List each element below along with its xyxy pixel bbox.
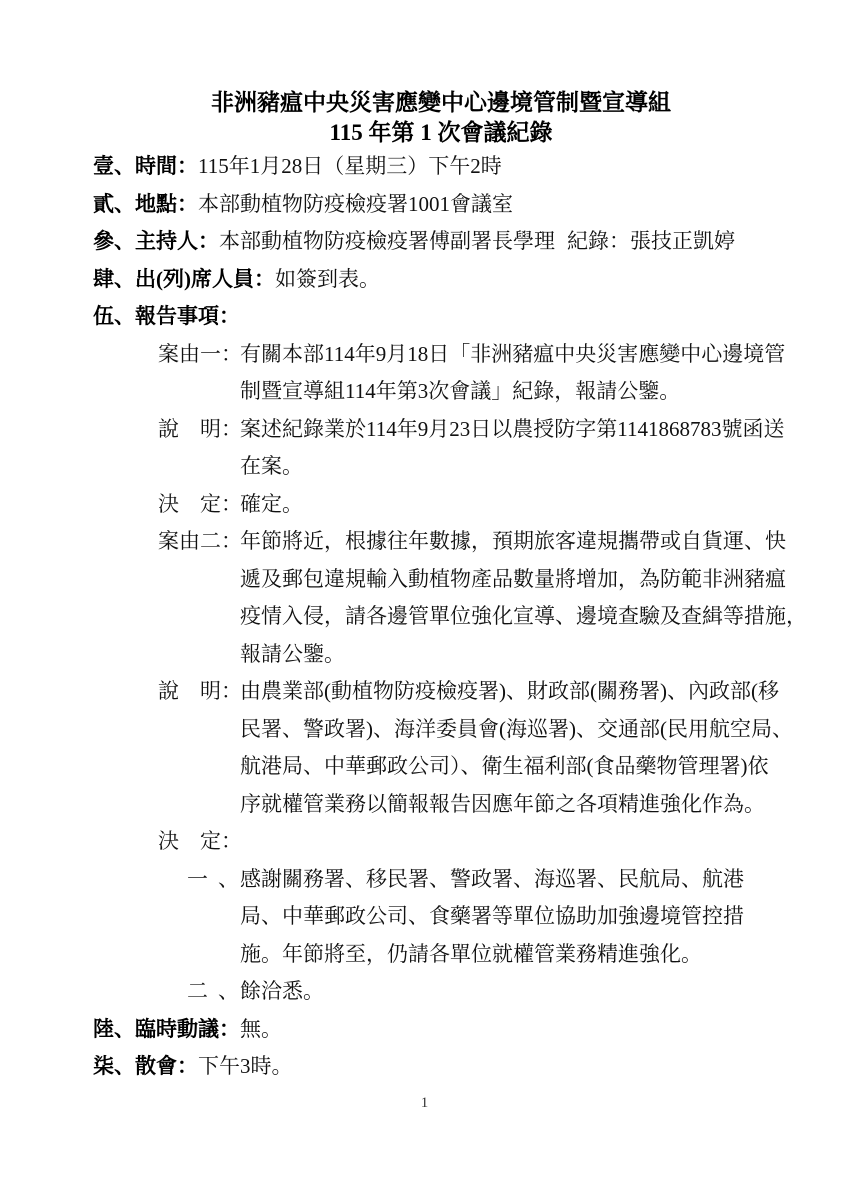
case2-line: 報請公鑒。 (240, 641, 345, 666)
decision1-line: 確定。 (240, 491, 303, 516)
subitem2-line: 餘洽悉。 (240, 979, 324, 1003)
meta-label-location: 貳、地點： (93, 191, 198, 216)
meta-line-attendees (93, 261, 789, 299)
explanation2-label: 說 明： (158, 679, 242, 703)
meta-line-chairperson (93, 223, 789, 261)
decision2-line (240, 823, 789, 861)
explanation2-line: 序就權管業務以簡報報告因應年節之各項精進強化作為。 (240, 791, 765, 816)
doc-title-line1: 非洲豬瘟中央災害應變中心邊境管制暨宣導組 (211, 90, 671, 115)
subitem1-number: 一、 (187, 866, 249, 891)
meta-line-location (93, 186, 789, 224)
meta-label-time: 壹、時間： (93, 154, 198, 178)
closing-text-motions: 無。 (240, 1016, 282, 1041)
closing-line-adjournment (93, 1048, 789, 1086)
subitem2-number: 二、 (187, 979, 249, 1003)
case2-label: 案由二： (158, 529, 242, 553)
doc-title-line2: 115 年第 1 次會議紀錄 (329, 120, 553, 145)
meta-line-report-items (93, 298, 789, 336)
subitem1-line: 局、中華郵政公司、食藥署等單位協助加強邊境管控措 (240, 904, 744, 928)
meta-text-time: 115年1月28日（星期三）下午2時 (198, 154, 502, 178)
case1-line: 有關本部114年9月18日「非洲豬瘟中央災害應變中心邊境管 (240, 341, 786, 366)
case2-line: 年節將近，根據往年數據，預期旅客違規攜帶或自貨運、快 (240, 529, 786, 553)
decision2-subitem-1 (187, 861, 789, 974)
meta-label-report-items: 伍、報告事項： (93, 304, 240, 328)
meta-label-chairperson: 參、主持人： (93, 229, 219, 253)
report-item-decision1 (158, 486, 789, 524)
closing-text-adjournment: 下午3時。 (198, 1054, 293, 1078)
decision2-subitem-2 (187, 973, 789, 1011)
closing-label-adjournment: 柒、散會： (93, 1054, 198, 1078)
report-item-case2 (158, 523, 807, 673)
report-item-explanation2 (158, 673, 793, 823)
decision2-label: 決 定： (158, 829, 242, 853)
page-number: 1 (420, 1095, 429, 1111)
explanation1-label: 說 明： (158, 416, 242, 441)
meta-text-attendees: 如簽到表。 (275, 266, 380, 291)
subitem1-line: 感謝關務署、移民署、警政署、海巡署、民航局、航港 (240, 866, 744, 891)
report-item-decision2 (158, 823, 789, 861)
explanation1-line: 案述紀錄業於114年9月23日以農授防字第1141868783號函送 (240, 416, 785, 441)
explanation1-line: 在案。 (240, 454, 303, 478)
closing-label-motions: 陸、臨時動議： (93, 1016, 240, 1041)
meta-label-attendees: 肆、出(列)席人員： (93, 266, 275, 291)
case2-line: 遞及郵包違規輸入動植物產品數量將增加，為防範非洲豬瘟 (240, 566, 786, 591)
case1-label: 案由一： (158, 341, 242, 366)
explanation2-line: 民署、警政署)、海洋委員會(海巡署)、交通部(民用航空局、 (240, 716, 793, 741)
case2-line: 疫情入侵，請各邊管單位強化宣導、邊境查驗及查緝等措施， (240, 604, 807, 628)
meta-text-chairperson: 本部動植物防疫檢疫署傅副署長學理 (219, 229, 555, 253)
report-item-explanation1 (158, 411, 789, 486)
decision1-label: 決 定： (158, 491, 242, 516)
meta-text-location: 本部動植物防疫檢疫署1001會議室 (198, 191, 513, 216)
explanation2-line: 航港局、中華郵政公司）、衛生福利部(食品藥物管理署)依 (240, 754, 769, 778)
case1-line: 制暨宣導組114年第3次會議」紀錄，報請公鑒。 (240, 379, 681, 403)
explanation2-line: 由農業部(動植物防疫檢疫署)、財政部(關務署)、內政部(移 (240, 679, 779, 703)
meta-text-recorder: 紀錄：張技正凱婷 (567, 229, 735, 253)
report-item-case1 (158, 336, 789, 411)
closing-line-motions (93, 1011, 789, 1049)
meta-line-time (93, 148, 789, 186)
subitem1-line: 施。年節將至，仍請各單位就權管業務精進強化。 (240, 941, 702, 966)
